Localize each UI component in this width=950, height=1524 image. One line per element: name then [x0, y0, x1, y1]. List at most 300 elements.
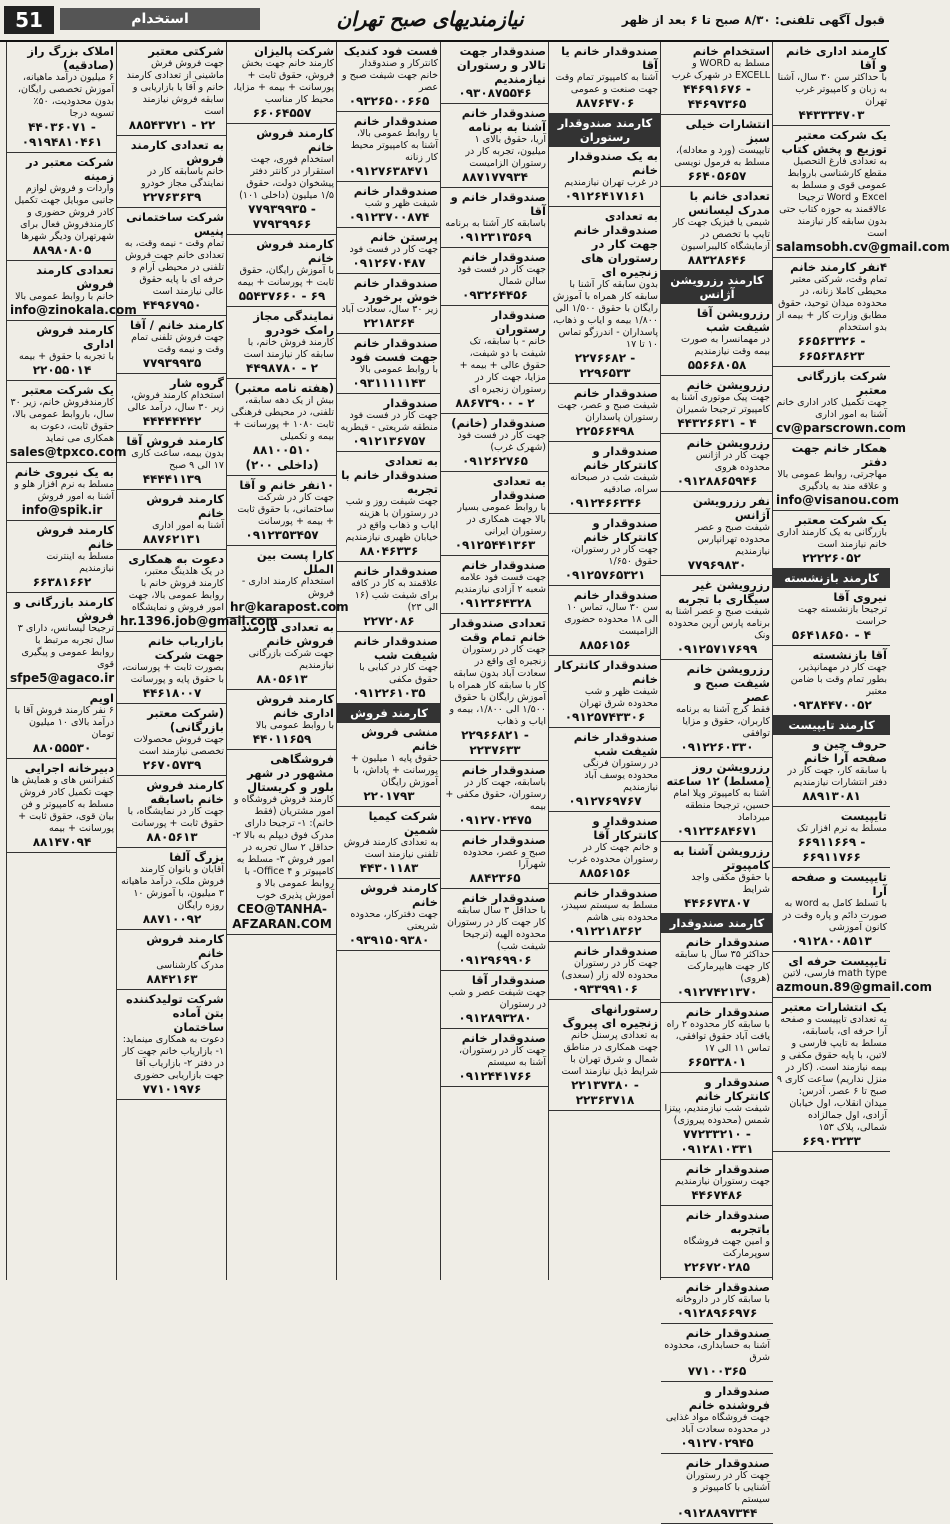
ad-contact: ۰۹۱۲۸۹۳۲۸۰ [458, 1011, 532, 1025]
classified-ad [7, 261, 137, 321]
ad-contact: ۴۴۶۱۸۰۰۷ [142, 686, 202, 700]
ad-body: در مهمانسرا به صورت بیمه وقت نیازمندیم [681, 334, 770, 357]
ad-title: به یک نیروی خانم [14, 465, 114, 479]
ad-contact: ۰۹۱۲۲۶۱۰۳۵ [352, 686, 426, 700]
ad-title: استخدام خانم [692, 44, 770, 58]
classified-ad [117, 848, 227, 930]
ad-title: به تعدادی کارمند فروش خانم [240, 620, 334, 648]
ad-title: انتشارات خیلی سبز [685, 117, 770, 145]
classified-ad [337, 334, 441, 394]
ad-title: صندوقدار خانم [685, 1280, 770, 1294]
ad-contact: ۰۹۱۲۳۷۰۰۸۷۴ [348, 210, 430, 224]
ad-contact: ۲۲۷۶۳۶۳۹ [142, 190, 202, 204]
ad-body: ۶ نفر کارمند فروش آقا با درآمد بالای ۱۰ میلیون تومان [14, 705, 114, 740]
ad-contact: ۰۹۱۲۷۰۲۹۴۵ [680, 1436, 754, 1450]
ad-body: شیفت صبح و عصر آشنا به برنامه پارس آرین محدوده ونک [665, 606, 770, 641]
classified-ad [441, 248, 549, 306]
ad-contact: ۰۹۳۲۶۴۴۵۶ [462, 288, 528, 302]
ad-body: صبح و عصر، محدوده شهرآرا [463, 847, 546, 870]
ad-title: رزرویشن خانم [686, 378, 770, 392]
ad-contact: ۰۹۱۲۸۸۶۵۹۴۶ [676, 474, 758, 488]
ad-contact: ۰۹۱۲۳۱۳۵۶۹ [458, 230, 532, 244]
ad-title: رستورانهای زنجیره ای پیروگ [562, 1002, 658, 1030]
classified-ad [549, 656, 661, 728]
ad-contact: ۸۸۰۵۶۱۳ [146, 830, 198, 844]
classified-ad [117, 136, 227, 208]
ad-body: مسلط به اینترنت نیازمندیم [46, 551, 114, 574]
classified-ad [549, 942, 661, 1000]
classified-ad [227, 690, 337, 750]
ad-body: و امین جهت فروشگاه سوپرمارکت [683, 1236, 770, 1259]
classified-ad [661, 42, 773, 115]
ad-contact: ۲۲۱۸۳۶۴ [363, 316, 415, 330]
ad-title: همکار خانم جهت دفتر [791, 441, 887, 469]
ad-contact: ۰۹۱۲۴۶۶۳۴۶ [568, 496, 642, 510]
col-1 [772, 42, 950, 1280]
ad-body: استخدام کارمند اداری - فروش [241, 576, 334, 599]
ad-title: صندوقدار خانم آشنا به برنامه [461, 106, 546, 134]
ad-body: در یک هلدینگ معتبر، کارمند فروش خانم با روابط عمومی بالا، جهت امور فروش و نمایشگاه [128, 566, 224, 613]
classified-ad [117, 930, 227, 990]
ad-contact: ۲۲۶۷۲۰۲۸۵ [684, 1260, 750, 1274]
ad-body: با آموزش رایگان، حقوق ثابت + پورسانت + بیمه [237, 265, 334, 288]
classified-ad [7, 42, 117, 153]
ad-body: جهت فست فود علامه شعبه ۲ آزادی نیازمندیم [454, 572, 546, 595]
ad-title: به تعدادی صندوقدار خانم جهت کار در رستوران های زنجیره ای [573, 209, 658, 279]
ad-title: صندوقدار خانم یا آقا [561, 44, 658, 72]
classified-ad [549, 384, 661, 442]
ad-title: صندوقدار و کانترکار خانم [583, 444, 658, 472]
ad-body: جهت فروش فرش ماشینی از تعدادی کارمند خانم و آقا با بازاریابی و سابقه فروش نیازمند است [126, 58, 224, 117]
ad-contact: ۲۲۵۶۶۴۹۸ [575, 424, 635, 438]
classified-ad [337, 182, 441, 228]
classified-ad [549, 514, 661, 586]
ad-body: بدون بیمه، ساعت کاری ۱۷ الی ۹ صبح [131, 448, 224, 471]
classified-ad [227, 235, 337, 307]
ad-body: تایپیست (ورد و معادله)، مسلط به فرمول نویسی [674, 145, 770, 168]
classified-ad [337, 632, 441, 704]
ad-body: آشنا به حسابداری، محدوده شرق [664, 1340, 770, 1363]
ad-body: جهت کار در نمایشگاه، با حقوق ثابت + پورسانت [127, 806, 224, 829]
ad-title: کارمند فروش خانم [146, 932, 224, 960]
ad-body: جهت شیفت روز و شب در رستوران با هزینه ایاب و ذهاب واقع در خیابان ظهیری نیازمندیم [345, 496, 438, 543]
classified-ad [661, 1382, 773, 1454]
ad-body: خانم - با سابقه، تک شیفت با دو شیفت، حقوق عالی + بیمه + مزایا، جهت کار در رستوران زنجیره ای [459, 336, 546, 395]
ad-body: با سابقه کار، جهت کار در دفتر انتشارات نیازمندیم [787, 765, 887, 788]
ad-title: صندوقدار خانم [461, 763, 546, 777]
classified-ad [7, 521, 117, 593]
classified-ad [661, 376, 773, 434]
col-2 [660, 42, 773, 1520]
ad-body: شیفت شب نیازمندیم، پیتزا شمس (محدوده پیروزی) [664, 1103, 770, 1126]
page-number: 51 [4, 6, 54, 34]
ad-title: یک شرکت معتبر [22, 383, 114, 397]
ad-body: شیفت شب در صبحانه سراه، صادقیه [570, 472, 658, 495]
classified-ad [661, 492, 773, 576]
classified-ad [549, 207, 661, 384]
col-7 [116, 42, 279, 1280]
ad-body: با تجربه با حقوق + بیمه [19, 351, 114, 362]
classified-ad [337, 42, 441, 112]
ad-contact: info@spik.ir [21, 503, 103, 517]
ad-title: به تعدادی کارمند فروش [130, 138, 224, 166]
classified-ad [337, 704, 441, 723]
ad-title: بازاریاب خانم جهت شرکت [148, 634, 224, 662]
ad-contact: ۸۸۷۱۰۰۹۲ [142, 912, 202, 926]
ad-body: مسلط به نرم افزار تک [796, 823, 887, 834]
ad-title: کارمند فروش خانم [36, 523, 114, 551]
ad-body: جهت کار در شرکت ساختمانی، با حقوق ثابت + بیمه + پورسانت [237, 492, 334, 527]
ad-body: جهت تکمیل کادر اداری خانم آشنا به امور اداری [776, 397, 887, 420]
ad-contact: ۰۹۱۲۴۴۱۷۶۶ [458, 1069, 532, 1083]
ad-body: خانم با روابط عمومی بالا [15, 291, 114, 302]
ad-body: جهت کار در رستوران محدوده لاله زار (سعدی) [561, 958, 658, 981]
ad-title: کارمند خانم / آقا [129, 318, 224, 332]
ad-contact: ۲۲۱۳۷۳۸۰ - ۲۲۳۶۳۷۱۸ [571, 1078, 639, 1107]
classified-ad [117, 316, 227, 374]
ad-contact: ۶۶۹۱۱۶۶۹ - ۶۶۹۱۱۷۶۶ [797, 835, 866, 864]
ad-contact: ۴۴۶۹۱۶۷۶ - ۴۴۶۹۷۳۶۵ [683, 82, 751, 111]
ad-title: صندوقدار کانترکار خانم [554, 658, 658, 686]
classified-ad [661, 271, 773, 304]
ad-title: رزرویشن روز (مسلط) ۱۲ ساعته [666, 760, 770, 788]
ad-contact: ۷۷۹۶۹۸۳۰ [687, 558, 747, 572]
classified-ad [441, 971, 549, 1029]
ad-title: صندوقدار خانم و آقا [450, 190, 546, 218]
ad-title: صندوقدار خانم [685, 935, 770, 949]
ad-contact: ۰۹۳۲۶۵۰۰۶۶۵ [348, 94, 430, 108]
ad-body: واردات و فروش لوازم جانبی موبایل جهت تکمیل کادر فروش حضوری و کارمندفروش فعال برای شهرتهران ودیگر شهرها [14, 183, 114, 242]
classified-ad [441, 556, 549, 614]
ad-contact: ۶۶۳۸۱۶۶۲ [32, 575, 92, 589]
ad-title: صندوقدار خانم [573, 588, 658, 602]
ad-contact: ۰۹۳۰۸۷۵۵۴۶ [458, 86, 532, 100]
classified-ad [549, 728, 661, 812]
classified-ad [549, 812, 661, 884]
ad-body: بدون سابقه کار آشنا با سابقه کار همراه با آموزش رایگان با حقوق ۱/۵۰۰ الی ۱/۸۰۰ بیمه و ایاب و ذهاب، پاسداران - اندرزگو تماس ۱۰ تا ۱۷ [552, 279, 658, 350]
classified-ad [117, 550, 279, 632]
ad-title: کارمند فروش اداری خانم [256, 692, 334, 720]
classified-ad [773, 42, 890, 126]
ad-body: شیفت صبح و عصر محدوده تهرانپارس نیازمندیم [695, 522, 770, 557]
classified-ad [117, 776, 227, 848]
classified-ad [7, 593, 117, 689]
ad-title: نفر رزرویشن آژانس [692, 494, 770, 522]
ad-body: جهت رستوران نیازمندیم [674, 1176, 770, 1187]
classified-ad [441, 42, 549, 104]
ad-title: صندوقدار و کانترکار خانم [583, 516, 658, 544]
ad-title: (هفته نامه معتبر) [234, 381, 334, 395]
ad-hours: قبول آگهی تلفنی: ۸/۳۰ صبح تا ۶ بعد از ظهر [621, 13, 885, 27]
ad-contact: ۴۴۴۴۴۴۴۲ [142, 414, 202, 428]
ad-contact: ۴۴۰۱۱۶۵۹ [252, 732, 312, 746]
ad-title: کارمند صندوقدار رستوران [557, 116, 653, 144]
ad-title: کارمند اداری خانم و آقا [786, 44, 887, 72]
ad-body: مهاجرتی، روابط عمومی بالا و علاقه مند به یادگیری [777, 469, 887, 492]
ad-contact: ۰۹۱۲۶۲۷۶۵ [462, 454, 528, 468]
ad-body: در رستوران فرنگی محدوده یوسف آباد نیازمندیم [583, 758, 658, 793]
ad-title: کارمند فروش آقا [126, 434, 224, 448]
classified-ad [661, 758, 773, 842]
ad-title: کارمند فروش خانم [256, 237, 334, 265]
classified-ad [117, 490, 227, 550]
classified-ad [7, 153, 117, 261]
classified-ad [227, 476, 337, 546]
ad-title: به یک صندوقدار خانم [568, 149, 658, 177]
ad-body: حداکثر ۳۵ سال با سابقه کار جهت هایپرمارکت (هروی) [674, 949, 770, 984]
ad-title: یک انتشارات معتبر [781, 1000, 887, 1014]
ad-contact: ۷۷۲۳۳۲۱۰ - ۰۹۱۲۸۱۰۳۳۱ [680, 1127, 754, 1156]
ad-title: منشی فروش خانم [361, 725, 438, 753]
ad-body: کارمند فروش فروشگاه و امور مشتریان (فقط خانم): ۱- ترجیحا دارای مدرک فوق دیپلم به بالا ۲- حداقل ۲ سال تجربه در امور فروش ۳- مسلط به کامپیوتر و Office ۴- با روابط عمومی بالا و آموزش پذیری خوب [232, 794, 334, 901]
classified-ad [773, 569, 890, 588]
ad-title: نیروی آقا [833, 590, 887, 604]
classified-ad [227, 379, 337, 476]
classified-ad [117, 432, 227, 490]
ad-contact: ۸۸۵۶۱۵۶ [579, 866, 631, 880]
ad-contact: ۸۸۷۶۴۷۰۶ [575, 96, 635, 110]
ad-title: اویم [89, 691, 114, 705]
ad-contact: ۸۸۳۲۸۶۴۶ [687, 253, 747, 267]
ad-body: جهت کار در رستوران، حقوق ۱/۶۵۰ [570, 544, 658, 567]
ad-contact: ۰۹۱۲۸۹۶۶۹۷۶ [676, 1306, 758, 1320]
ad-body: جهت کار در مهمانپذیر، بطور تمام وقت با ضامن معتبر [790, 662, 887, 697]
ad-body: با سابقه کار در داروخانه [675, 1294, 770, 1305]
classified-ad [549, 586, 661, 656]
ad-contact: azmoun.89@gmail.com [776, 980, 933, 994]
ad-title: صندوقدار خانم [353, 114, 438, 128]
ad-title: کارمند فروش خانم [360, 881, 438, 909]
ad-body: ۶ میلیون درآمد ماهیانه، آموزش تخصصی رایگان، بدون محدودیت، ۵۰٪ تسویه درجا [17, 72, 114, 119]
ad-title: ۴نفر کارمند خانم [790, 260, 887, 274]
classified-ad [441, 472, 549, 556]
ad-body: حقوق پایه ۱ میلیون + پورسانت + پاداش، با آموزش رایگان [350, 753, 438, 788]
ad-contact: ۰۹۱۲۷۰۲۴۷۵ [458, 813, 532, 827]
ad-body: با روابط عمومی بالا، آشنا به کامپیوتر محیط کار زنانه [350, 128, 438, 163]
ad-title: کارمند صندوقدار [669, 916, 765, 930]
ad-contact: ۰۹۱۲۸۸۹۷۳۴۴ [676, 1506, 758, 1520]
ad-contact: ۰۹۱۲۵۷۱۷۶۹۹ [676, 642, 758, 656]
ad-contact: cv@parscrown.com [776, 421, 907, 435]
classified-ad [117, 632, 227, 704]
classified-ad [441, 761, 549, 831]
ad-columns [0, 42, 950, 1520]
col-3 [548, 42, 661, 1280]
classified-ad [441, 831, 549, 889]
ad-contact: ۰۹۱۲۲۱۸۳۶۲ [568, 924, 642, 938]
classified-ad [337, 274, 441, 334]
ad-contact: ۷۷۹۳۹۹۳۵ - ۷۷۹۳۹۹۶۶ [248, 202, 316, 231]
ad-contact: ۲۶۷۰۵۷۳۹ [142, 758, 202, 772]
ad-body: ترجیحا لیسانس، دارای ۳ سال تجربه مرتبط با روابط عمومی و پیگیری قوی [17, 623, 114, 670]
ad-contact: hr@karapost.com [230, 600, 349, 614]
classified-ad [337, 112, 441, 182]
classified-ad [661, 1324, 773, 1382]
ad-contact: ۸۸۶۷۳۹۰۰ - ۲ [455, 396, 535, 410]
classified-ad [549, 147, 661, 207]
ad-title: صندوقدار خانم [461, 558, 546, 572]
classified-ad [337, 562, 441, 632]
ad-contact: ۰۹۱۲۷۶۳۸۴۷۱ [348, 164, 430, 178]
classified-ad [7, 463, 117, 521]
ad-contact: ۰۹۱۲۲۶۰۳۳۰ [680, 740, 754, 754]
ad-body: با روابط عمومی بالا [255, 720, 334, 731]
ad-body: جهت شرکت بازرگانی نیازمندیم [248, 648, 334, 671]
ad-body: بصورت ثابت + پورسانت، با حقوق پایه و پورسانت [122, 662, 224, 685]
ad-body: شیفت ظهر و شب [364, 198, 438, 209]
classified-ad [661, 933, 773, 1003]
ad-contact: info@zinokala.com [10, 303, 137, 317]
ad-title: صندوقدار خانم [461, 250, 546, 264]
ad-body: به تعدادی پرسنل خانم جهت همکاری در مناطق شمال و شرق تهران با شرایط ذیل نیازمند است [561, 1030, 658, 1077]
ad-title: صندوقدار آقا [471, 973, 546, 987]
ad-body: با حداکثر سن ۳۰ سال، آشنا به زبان و کامپیوتر غرب تهران [777, 72, 887, 107]
ad-contact: sfpe5@agaco.ir [10, 671, 115, 685]
ad-contact: ۶۶۴۰۵۶۵۷ [687, 169, 747, 183]
ad-title: صندوقدار خانم [685, 1326, 770, 1340]
col-5 [336, 42, 441, 1280]
ad-contact: ۸۸۰۵۵۵۳۰ [32, 741, 92, 755]
ad-body: کانترکار و صندوقدار خانم جهت شیفت صبح و عصر [341, 58, 438, 93]
ad-title: املاک بزرگ راز (صادقیه) [27, 44, 114, 72]
classified-ad [7, 381, 127, 463]
classified-ad [773, 367, 907, 439]
ad-body: فقط کرج آشنا به برنامه کاربران، حقوق و مزایا توافقی [675, 704, 770, 739]
ad-contact: ۰۹۱۲۱۳۶۷۵۷ [352, 434, 426, 448]
ad-title: کارمند فروش خانم [146, 492, 224, 520]
ad-contact: ۰۹۳۳۹۹۱۰۶ [572, 982, 638, 996]
ad-title: صندوقدار خانم شیفت شب [353, 634, 438, 662]
classified-ad [773, 588, 890, 646]
ad-body: در غرب تهران نیازمندیم [564, 177, 658, 188]
col-6 [226, 42, 349, 1280]
classified-ad [7, 689, 117, 759]
classified-ad [773, 258, 890, 367]
section-title: استخدام [60, 8, 260, 30]
ad-contact: ۰۹۱۲۳۶۴۳۲۸ [458, 596, 532, 610]
classified-ad [549, 42, 661, 114]
classified-ad [773, 952, 933, 998]
classified-ad [117, 374, 227, 432]
ad-body: با حقوق مکفی واجد شرایط [691, 872, 770, 895]
ad-body: به تعدادی فارغ التحصیل مقطع کارشناسی باروابط عمومی قوی و مسلط به Excel و Word ترجیحا عالاقمند به حوزه کتاب حتی بدون سابقه کار نیازمند است [779, 156, 887, 239]
classified-ad [549, 114, 661, 147]
ad-title: دعوت به همکاری [128, 552, 224, 566]
classified-ad [337, 879, 441, 951]
classified-ad [337, 807, 441, 879]
ad-contact: ۶۶۵۶۳۳۲۶ - ۶۶۵۶۳۸۶۲۳ [797, 334, 866, 363]
ad-title: کارا پست بین الملل [256, 548, 334, 576]
ad-contact: ۸۸۷۶۲۱۳۱ [142, 532, 202, 546]
ad-contact: ۷۷۹۳۹۹۳۵ [142, 356, 202, 370]
ad-contact: ۸۸۰۵۶۱۳ [256, 672, 308, 686]
classified-ad [661, 304, 773, 376]
ad-contact: hr.1396.job@gmail.com [120, 614, 279, 628]
ad-body: کنفرانس های و همایش ها جهت تکمیل کادر فروش مسلط به کامپیوتر و فن بیان قوی، حقوق ثابت + پورسانت + بیمه [11, 775, 114, 834]
ad-body: با روابط عمومی بالا [359, 364, 438, 375]
ad-title: صندوقدار خانم [461, 891, 546, 905]
ad-title: کارمند بازرگانی و فروش [13, 595, 114, 623]
ad-title: نمایندگی مجاز رامک خودرو [253, 309, 334, 337]
ad-contact: ۰۹۱۲۹۶۹۹۰۶ [458, 953, 532, 967]
ad-title: صندوقدار و کانترکار خانم [695, 1075, 770, 1103]
ad-title: صندوقدار جهت تالار و رستوران نیازمندیم [456, 44, 546, 86]
ad-title: یک شرکت معتبر توزیع و پخش کتاب [781, 128, 887, 156]
ad-title: (شرکت معتبر بازرگانی) [147, 706, 224, 734]
ad-title: کارمند فروش [350, 706, 428, 720]
ad-title: صندوقدار خانم خوش برخورد [353, 276, 438, 304]
ad-body: بیش از یک دهه سابقه، تلفنی، در محیطی فرهنگی ثابت ۱۰۸۰ + پورسانت + بیمه و تکمیلی [231, 395, 334, 442]
ad-contact: ۰۹۱۲۶۷۰۴۸۷ [352, 256, 426, 270]
ad-contact: ۰۹۱۲۷۴۲۱۳۷۰ [676, 985, 758, 999]
ad-title: پرستن خانم [370, 230, 438, 244]
classified-ad [661, 1160, 773, 1206]
ad-body: آشنا به کامپیوتر ویلا امام حسین، ترجیحا منطقه میرداماد [673, 788, 770, 823]
classified-ad [773, 646, 890, 716]
ad-title: شرکت بازرگانی معتبر [796, 369, 887, 397]
ad-contact: ۲۲۹۶۶۸۲۱ - ۲۲۳۷۶۳۳ [461, 728, 529, 757]
ad-title: صندوقدار و کانترکار آقا [592, 814, 658, 842]
ad-contact: ۴۴۹۶۷۹۵۰ [142, 298, 202, 312]
ad-title: فروشگاهی مشهور در شهر بلور و کریستال [247, 752, 334, 794]
ad-body: جهت فروش تلفنی تمام وقت و نیمه وقت [131, 332, 224, 355]
ad-contact: ۸۸۵۴۳۷۲۱ - ۲۲ [128, 118, 216, 132]
ad-contact: ۰۹۳۸۴۴۷۰۰۵۲ [791, 698, 872, 712]
ad-title: صندوقدار [383, 396, 438, 410]
ad-contact: ۸۸۴۲۳۶۵ [469, 871, 521, 885]
classified-ad [549, 442, 661, 514]
ad-title: کارمند فروش اداری [36, 323, 114, 351]
col-4 [440, 42, 549, 1280]
ad-title: کارمند فروش خانم [256, 126, 334, 154]
classified-ad [227, 124, 337, 235]
ad-body: جهت کار در رستوران آشنایی با کامپیوتر و سیستم [686, 1470, 770, 1505]
ad-title: رزرویشن غیر سیگاری با تجربه [678, 578, 770, 606]
ad-contact: ۴۴۶۷۴۸۶ [691, 1188, 743, 1202]
ad-title: صندوقدار خانم [685, 1456, 770, 1470]
ad-contact: ۲۲۷۲۰۸۶ [363, 614, 415, 628]
ad-body: جهت کار در رستوران زنجیره ای واقع در سعادت آباد بدون سابقه کار با سابقه کار همراه با آموزش رایگان با حقوق ۱/۵۰۰ الی ۱/۸۰۰، بیمه و ایاب و ذهاب [449, 644, 546, 727]
ad-body: جهت کار در فست فود [349, 244, 438, 255]
ad-body: با سابقه کار محدوده ۲ راه یافت آباد حقوق توافقی، تماس ۱۱ الی ۱۷ [666, 1019, 770, 1054]
classified-ad [773, 735, 890, 807]
ad-contact: ۸۸۵۶۱۵۶ [579, 638, 631, 652]
ad-title: تعدادی خانم با مدرک لیسانس [688, 189, 770, 217]
classified-ad [441, 414, 549, 472]
ad-title: کارمند بازنشسته [784, 571, 879, 585]
classified-ad [773, 868, 890, 952]
ad-body: جهت کار در آژانس محدوده هروی [695, 450, 770, 473]
ad-title: صندوقدار خانم [685, 1162, 770, 1176]
ad-body: کارمند فروش خانم، با سابقه کار نیازمند است [243, 337, 334, 360]
classified-ad [549, 884, 661, 942]
ad-title: رزرویشن خانم شیفت صبح و عصر [686, 662, 770, 704]
classified-ad [773, 439, 900, 511]
ad-title: صندوقدار خانم باتجربه [685, 1208, 770, 1236]
ad-body: شیفت صبح و عصر، جهت رستوران پاسداران [557, 400, 658, 423]
classified-ad [441, 104, 549, 188]
classified-ad [117, 208, 227, 316]
ad-body: بازرگانی به یک کارمند اداری خانم نیازمند است [776, 527, 887, 550]
ad-title: به تعدادی صندوقدار خانم با تجربه [341, 454, 438, 496]
ad-body: جهت کار در فست فود (شهرک غرب) [457, 430, 546, 453]
classified-ad [661, 842, 773, 914]
classified-ad [773, 126, 950, 258]
ad-body: جهت فروشگاه مواد غذایی در محدوده سعادت آباد [665, 1412, 770, 1435]
ad-title: رزرویشن آقا شیفت شب [696, 306, 770, 334]
classified-ad [227, 42, 337, 124]
ad-title: کارمند فروش خانم باسابقه [146, 778, 224, 806]
